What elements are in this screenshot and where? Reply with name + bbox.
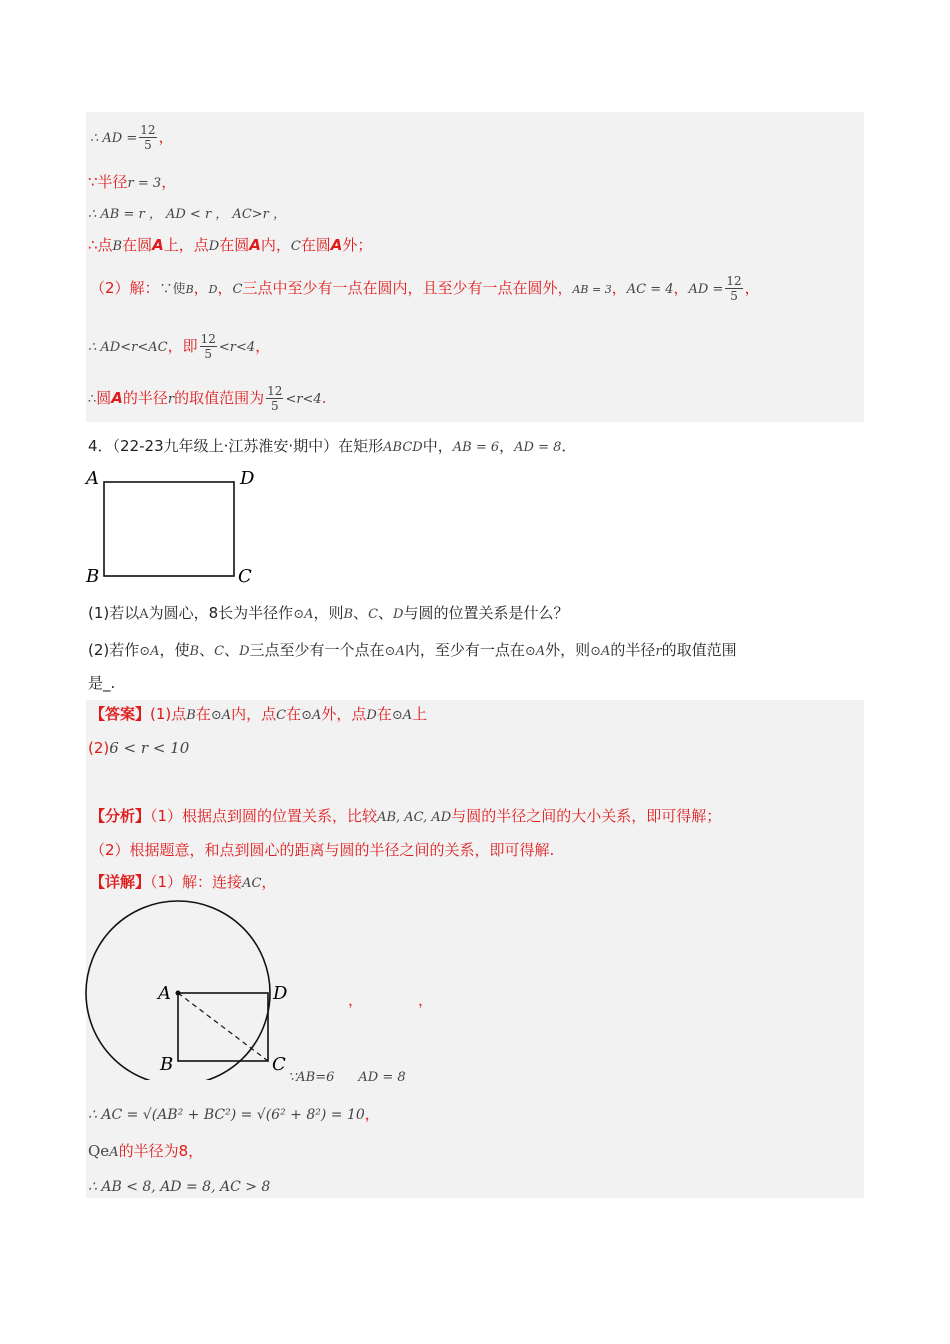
label-A: A [86,468,99,489]
detail-line-3: QeA的半径为8， [88,1142,204,1160]
label-B2: B [160,1054,174,1075]
center-point [176,991,181,996]
sol-line-3: ∴ AB = r ， AD < r ， AC>r ， [88,207,287,222]
rectangle-abcd [104,482,234,576]
label-D: D [240,468,255,489]
sol-line-1: ∴ AD = $\frac{12}{5}$ ， [90,123,174,152]
detail-given: ∵AB=6 AD = 8 [288,1070,406,1085]
answer-line-2: (2)6 < r < 10 [88,739,190,757]
detail-line-1: 【详解】（1）解：连接AC， [90,873,277,891]
detail-line-4: ∴ AB < 8, AD = 8, AC > 8 [88,1179,271,1195]
label-C: C [238,566,252,587]
diagonal-ac [178,993,268,1061]
sol-line-4: ∴点B在圆A上，点D在圆A内，C在圆A外； [88,236,373,254]
fraction-12-5: $\frac{12}{5}$ [140,123,156,152]
label-A2: A [158,983,171,1004]
label-D2: D [273,983,288,1004]
detail-comma-1: ， [348,991,364,1009]
sol-line-5: （2）解：∵使B，D，C三点中至少有一点在圆内，且至少有一点在圆外，AB = 3，AC = 4，AD = $\frac{12}{5}$ ， [90,274,760,303]
sol-line-2: ∵半径r = 3， [88,173,177,191]
label-C2: C [272,1054,286,1075]
answer-line-1: 【答案】(1)点B在⊙A内，点C在⊙A外，点D在⊙A上 [90,705,428,723]
circle-figure [84,900,314,1080]
analysis-line-2: （2）根据题意，和点到圆心的距离与圆的半径之间的关系，即可得解. [90,841,555,859]
rectangle-figure [80,462,270,590]
question-4-part-2-cont: 是_. [88,674,116,692]
sol-line-6: ∴ AD<r<AC，即 $\frac{12}{5}$ <r<4， [88,332,271,361]
sol-line-7: ∴圆A的半径r的取值范围为 $\frac{12}{5}$ <r<4. [88,384,327,413]
detail-comma-2: ， [418,991,434,1009]
detail-line-2: ∴ AC = √(AB² + BC²) = √(6² + 8²) = 10， [88,1105,380,1123]
question-4-part-1: (1)若以A为圆心，8长为半径作⊙A，则B、C、D与圆的位置关系是什么？ [88,604,569,622]
question-4-part-2: (2)若作⊙A，使B、C、D三点至少有一个点在⊙A内，至少有一点在⊙A外，则⊙A的半径r的取值范围 [88,641,737,659]
analysis-line-1: 【分析】（1）根据点到圆的位置关系，比较AB, AC, AD与圆的半径之间的大小关系，即可得解； [90,807,722,825]
label-B: B [86,566,100,587]
solution-block-top [86,112,864,422]
question-4-title: 4．（22-23九年级上·江苏淮安·期中）在矩形ABCD中，AB = 6，AD = 8． [88,437,577,455]
